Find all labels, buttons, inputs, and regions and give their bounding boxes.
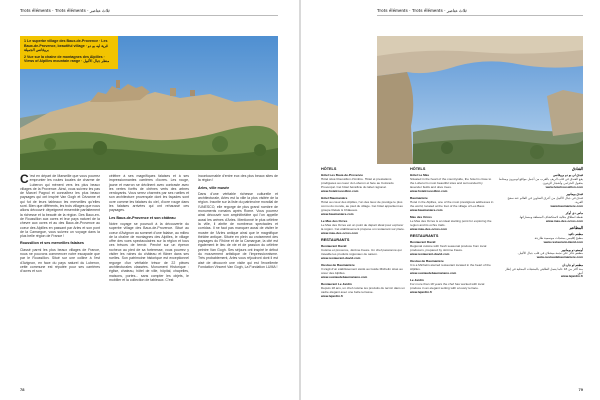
heading-hotels-ar: الفنادق: [571, 167, 583, 171]
caption-1: 1 Le superbe village des Baux-de-Provence · Les Baux-de-Provence, beautiful village · قرية ليه بو دو بروفانس الجميلة: [24, 39, 108, 53]
heading-hotels-en: HÔTELS: [410, 167, 426, 171]
listing-entry: [321, 245, 405, 261]
listing-title: Hôtel Baumanière: [321, 195, 348, 200]
running-header-right: Trots éléments · Trots éléments · ثلاث عناصر: [377, 8, 467, 13]
heading-restaurants-en: RESTAURANTS: [410, 234, 439, 239]
listing-title: فندق بومانيير: [566, 192, 583, 197]
cliff-photo: [377, 36, 583, 164]
listing-desc: فندق في جبال الألبيل من أعرق العناوين في العالم عند سفح القرية.: [507, 195, 583, 204]
page-number-left: 78: [20, 387, 25, 392]
listing-title: ماس دي أوكر: [565, 211, 583, 216]
listing-url[interactable]: www.baumaniere.com: [321, 211, 354, 216]
listing-url[interactable]: www.oustaudebaumaniere.com: [410, 270, 457, 275]
cliff-landscape-image: [377, 36, 583, 164]
article-column-3: [198, 174, 278, 272]
article-column-2: [109, 174, 189, 285]
listing-entry: [410, 174, 494, 194]
listing-url[interactable]: www.restaurant-david.com: [543, 240, 583, 245]
listing-title: فندق لي بو دو بروفانس: [552, 172, 583, 177]
heading-restaurants-fr: RESTAURANTS: [321, 238, 350, 243]
listing-desc: Le Mas des Ocres est un point de départ idéal pour explorer la région. Cet établissement propose un restaurant sur place.: [321, 222, 405, 231]
listing-title: Hôtel Les Baux-de-Provence: [321, 172, 363, 177]
listing-entry: [321, 264, 405, 280]
listing-desc: Situated in the heart of the countryside, the hotel is close to the Luberon's most beautiful sites and surrounded by lavender fields and olive trees.: [410, 176, 492, 189]
listing-desc: Depuis 18 ans, un chef cuisine les produits du terroir dans un cadre élégant avec une belle terrasse.: [321, 286, 405, 295]
listing-desc: It is a Michelin-starred restaurant located in the heart of the Alpilles.: [410, 263, 491, 272]
listing-desc: Hôtel situé Roussillon d'Ambre. Hôtel et prestations prodiguées au coeur du Luberon et face au Colorado Provençal. Cet hôtel bénéficie du label régional.: [321, 176, 394, 189]
listing-desc: مطعم حائز على نجمة ميشلان في قلب جبال الألبيل.: [517, 251, 583, 256]
listing-entry: [321, 283, 405, 299]
photo-caption-box: [20, 36, 118, 69]
listing-entry: [499, 174, 583, 190]
listing-entry: [321, 220, 405, 236]
article-body: [20, 174, 278, 384]
page-number-right: 79: [578, 387, 583, 392]
listing-entry: [410, 279, 494, 295]
listing-entry: [499, 212, 583, 224]
listing-title: Restaurant Le Jardin: [321, 282, 352, 287]
article-column-1: [20, 174, 100, 277]
left-page: [0, 0, 299, 400]
section-heading-arles: Arles, ville musée: [198, 185, 230, 190]
caption-2: 2 Vue sur la chaîne de montagnes des Alpilles · Views of Alpilles mountain range · منظر جبال الألبيل: [24, 54, 110, 64]
heading-restaurants-ar: المطاعم: [569, 226, 583, 231]
listing-entry: [410, 241, 494, 257]
address-listings: [321, 168, 583, 383]
listing-desc: Hotel in the Alpilles, one of the most prestigious addresses in the world, located at the foot of the village of Les Baux.: [410, 199, 494, 208]
paragraph-roussillon: Classé parmi les plus beaux villages de France, nous ne pouvons commencer notre escapade que par le Roussillon. Situé sur une colline à l'est d'Avignon, en face du pays naturel du Luberon, cette commune est réputée pour ses carrières d'ocres et son: [20, 247, 100, 274]
listing-title: Oustau de Baumanière: [410, 259, 444, 264]
listings-column-fr: [321, 168, 405, 302]
listings-column-en: [410, 168, 494, 298]
listing-url[interactable]: www.hotelroussillon.com: [410, 188, 448, 193]
header-rule-left: [20, 15, 278, 16]
listing-entry: [499, 264, 583, 280]
listing-url[interactable]: www.hotelroussillon.com: [545, 184, 583, 189]
listing-entry: [499, 233, 583, 245]
running-header-left: Trots éléments · Trots éléments · ثلاث عناصر: [20, 8, 110, 13]
right-page: [301, 0, 600, 400]
listing-entry: [410, 197, 494, 213]
dropcap: C: [20, 172, 29, 186]
header-rule-right: [377, 15, 583, 16]
intro-paragraph: [20, 174, 100, 238]
listing-url[interactable]: www.lejardin.fr: [410, 290, 433, 295]
section-heading-baux: Les Baux-de-Provence et son château: [109, 215, 176, 220]
listing-entry: [499, 249, 583, 261]
listing-url[interactable]: www.lejardin.fr: [321, 293, 344, 298]
listing-desc: For more than 18 years the chef has worked with local produce in an elegant setting with a lovely terrace.: [410, 282, 485, 291]
listing-url[interactable]: www.lejardin.fr: [560, 274, 583, 279]
listing-title: Hôtel Le Mas: [410, 172, 430, 177]
listing-desc: Hôtel au cœur des Alpilles, l'un des lieux de prestige le plus connu du monde, au pied du village. Cet hôtel appartient au groupe Relais & Châteaux.: [321, 199, 403, 212]
listing-desc: Regional cuisine with fresh seasonal produce from local producers, prepared by Jérôme Faure.: [410, 244, 487, 252]
listing-title: Restaurant David: [321, 244, 347, 248]
listing-title: مطعم لو جاردان: [562, 262, 583, 267]
listing-entry: [321, 174, 405, 194]
listing-url[interactable]: www.baumaniere.com: [550, 203, 583, 208]
listing-desc: مطبخ إقليمي بمنتجات موسمية طازجة.: [533, 236, 583, 241]
listing-url[interactable]: www.oustaudebaumaniere.com: [536, 255, 583, 260]
listing-url[interactable]: www.hotelroussillon.com: [321, 188, 359, 193]
listing-desc: Cuisine et provence, Jérôme Faure. Un chef passionné qui travaille les produits régionaux de saison.: [321, 247, 402, 256]
listing-desc: Il s'agit d'un établissement étoilé au Guide Michelin situé au cœur des Alpilles.: [321, 267, 403, 275]
listing-entry: [410, 260, 494, 276]
listing-title: Oustau de Baumanière: [321, 263, 355, 268]
listing-title: Le Mas des Ocres: [321, 218, 348, 223]
listing-desc: نقطة انطلاق مثالية لاستكشاف المنطقة ومساراتها.: [519, 215, 583, 220]
listings-column-ar: [499, 168, 583, 283]
listing-title: Mas des Ocres: [410, 215, 432, 220]
section-heading-roussillon: Roussillon et ses merveilles falaises: [20, 241, 84, 246]
paragraph-arles: Dans d'une véritable richesse culturelle et architecturale, Arles est la ville la plus visitée de la région. Inscrite sur la liste du patrimoine mondial de l'UNESCO, elle regorge de plus grand nombre de monuments romains après Rome. Vous pourrez ainsi découvrir son amphithéâtre qui l'on appelle aussi les arènes d'Arles. Mentionné le plus célèbre la ville, il abrite de nombreux spectacles et corridas. Il ne faut pas manquer aussi de visiter le musée de l'Arles antique ainsi que le magnifique théâtre antique. Située en plein au croisement des paysages du Rhône et de la Camargue, la cité est également le lieu de vie et de passion du célèbre peintre Van Gogh. Ses séjours ont inspiré le début du mouvement artistique de l'impressionnisme. Très probablement, Arles vous réjouiront dont il est aisé de découvrir une visite qui est l'excellente Fondation Vincent Van Gogh, La Fondation LUMA !: [198, 191, 278, 269]
intro-text: 'est en départ de Marseille que vous pourrez emprunter les routes locales de charme de Luberon qui mènent vers les plus beaux villages de la Provence. Ainsi, vous suivrez les pas de Marcel Pagnol et connaîtrez les plus beaux paysages qui ont inspiré Van Gogh et Cézanne et qui fut de leurs tableaux les merveilles qu'elles sont. Bien que différents, les trois villages que nous allons découvrir dépeignent ensemble parfaitement la richesse et la beauté de la région. Des Baux-en-de Roussillon aux ocres et leur pays naturel de la chevre aux ocres et au des Baux-de-Provence au coeur des Alpilles en passant par Arles et son pont de la Camargue, vous suivrez un voyage dans la plus belle région de France !: [20, 174, 100, 239]
listing-title: Baumanière: [410, 195, 428, 200]
listing-title: أوستو دو بومانيير: [561, 247, 583, 252]
heading-hotels-fr: HÔTELS: [321, 167, 337, 171]
listing-url[interactable]: www.restaurant-david.com: [410, 251, 450, 256]
listing-url[interactable]: www.baumaniere.com: [410, 207, 443, 212]
listing-url[interactable]: www.mas-des-ocres.com: [545, 218, 583, 223]
listing-desc: يقع الفندق في قلب الريف بالقرب من أجمل مواقع لوبيرون ومحاط بحقول الخزامى وأشجار الزيتون.: [498, 176, 583, 185]
listing-url[interactable]: www.oustaudebaumaniere.com: [321, 274, 368, 279]
listing-url[interactable]: www.mas-des-ocres.com: [321, 230, 359, 235]
paragraph-sites: incontournable d'entre eux des plus beaux sites de la région !: [198, 174, 278, 183]
listing-title: Le Jardin: [410, 278, 424, 283]
listing-desc: Le Mas des Ocres is an ideal starting point for exploring the region and its ochre trails.: [410, 218, 492, 227]
listing-title: Restaurant David: [410, 240, 436, 245]
listing-entry: [410, 216, 494, 232]
listing-url[interactable]: www.restaurant-david.com: [321, 255, 361, 260]
paragraph-baux: Notre voyage se poursuit à la découverte du superbe village des Baux-de-Provence. Situé au coeur d'Avignon au sommet d'une falaise, au milieu de la chaîne de montagnes des Alpilles, le village offre des vues spectaculaires sur la région et tous ces trésors de terroir. Perché sur un éperon rocheux au pied de sa forteresse, vous pourrez y visiter les ruines du château et flâner dans ses ruelles. Son patrimoine historique est exceptionnel regorge d'un véritable trésor de 22 pièces architecturales classées. Monument Historique : église, chateau, hôtel de ville, hôpital, chapelles, maisons, portes... sans compter les objets, le mobilier et la collection de tableaux. C'est: [109, 221, 189, 282]
paragraph-ochres: célèbre à ses magnifiques falaises et à ses impressionnantes carrières d'ocres. Les rouge, jaune et marron se déclinent avec contraste avec les vertes forêts de chênes verts des arbres verdoyants. Vous serez charmés par ses ruelles et son architecture provençale dont les façades sont ocre comme les falaises du ciel, d'ocre rouge dans les falaises arrivées qui ont rehaussé ces paysages.: [109, 174, 189, 213]
listing-entry: [499, 193, 583, 209]
listing-entry: [321, 197, 405, 217]
listing-title: مطعم دافيد: [568, 232, 583, 237]
listing-desc: منذ أكثر من 18 عاما يعمل الطاهي بالمنتجات المحلية في إطار أنيق.: [505, 266, 583, 275]
listing-url[interactable]: www.mas-des-ocres.com: [410, 226, 448, 231]
